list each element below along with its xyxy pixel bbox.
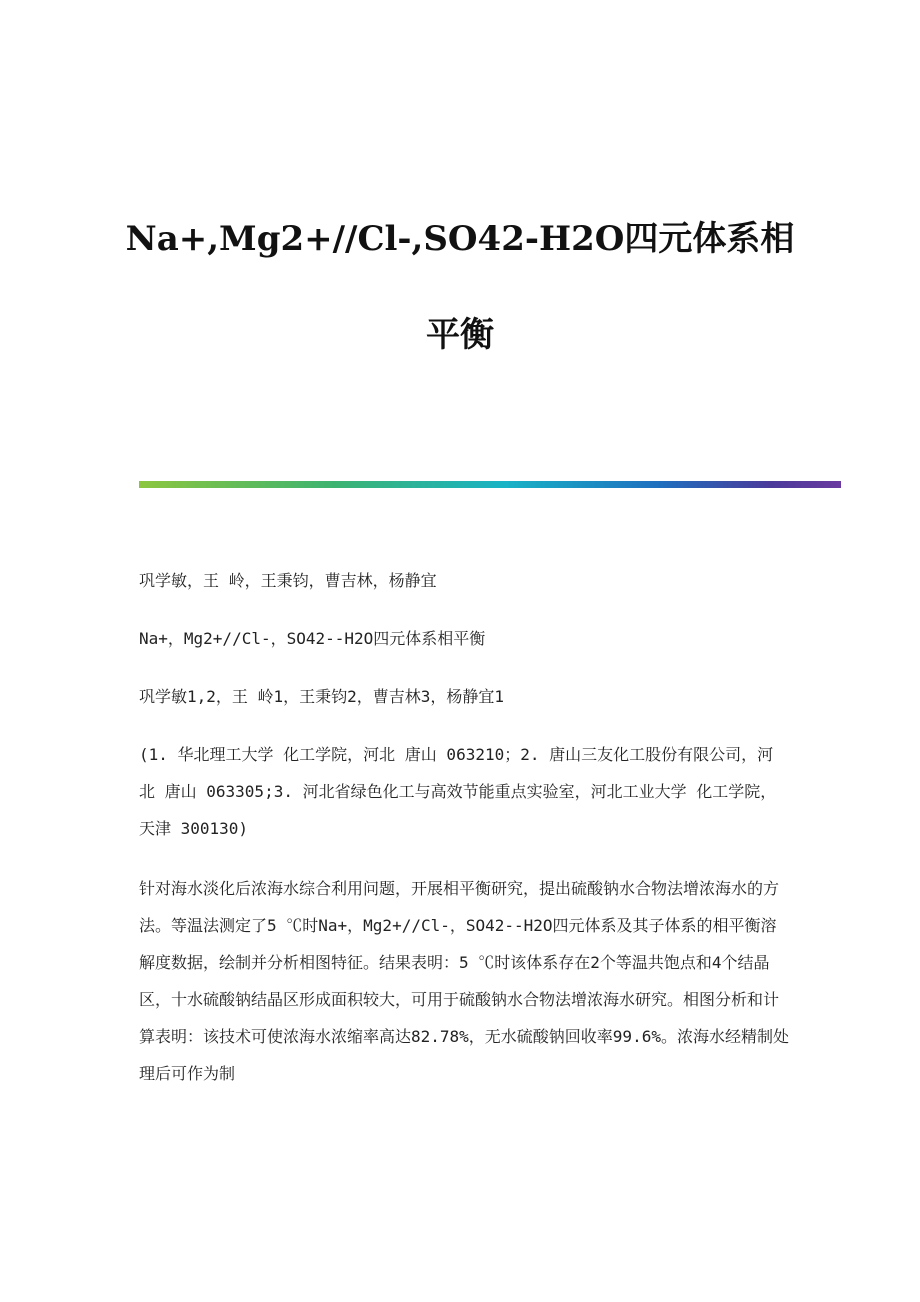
- document-title-line-2: 平衡: [426, 315, 494, 355]
- authors-numbered: 巩学敏1,2，王 岭1，王秉钧2，曹吉林3，杨静宜1: [139, 687, 505, 706]
- abstract: 针对海水淡化后浓海水综合利用问题，开展相平衡研究，提出硫酸钠水合物法增浓海水的方法。等温法测定了5 ℃时Na+，Mg2+//Cl-，SO42--H2O四元体系及其子体系的相平衡溶解度数据，绘制并分析相图特征。结果表明：5 ℃时该体系存在2个等温共饱点和4个结晶区，十水硫酸钠结晶区形成面积较大，可用于硫酸钠水合物法增浓海水研究。相图分析和计算表明：该技术可使浓海水浓缩率高达82.78%，无水硫酸钠回收率99.6%。浓海水经精制处理后可作为制: [139, 879, 789, 1083]
- article-subtitle: Na+，Mg2+//Cl-，SO42--H2O四元体系相平衡: [139, 629, 486, 648]
- gradient-divider: [139, 481, 841, 488]
- authors-short: 巩学敏，王 岭，王秉钧，曹吉林，杨静宜: [139, 571, 437, 590]
- document-title-line-1: Na+,Mg2+//Cl-,SO42-H2O四元体系相: [125, 219, 795, 259]
- affiliations: (1. 华北理工大学 化工学院，河北 唐山 063210；2. 唐山三友化工股份有限公司，河北 唐山 063305;3. 河北省绿色化工与高效节能重点实验室，河北工业大学 化工学院，天津 300130): [139, 745, 777, 838]
- document-body: [139, 562, 789, 1115]
